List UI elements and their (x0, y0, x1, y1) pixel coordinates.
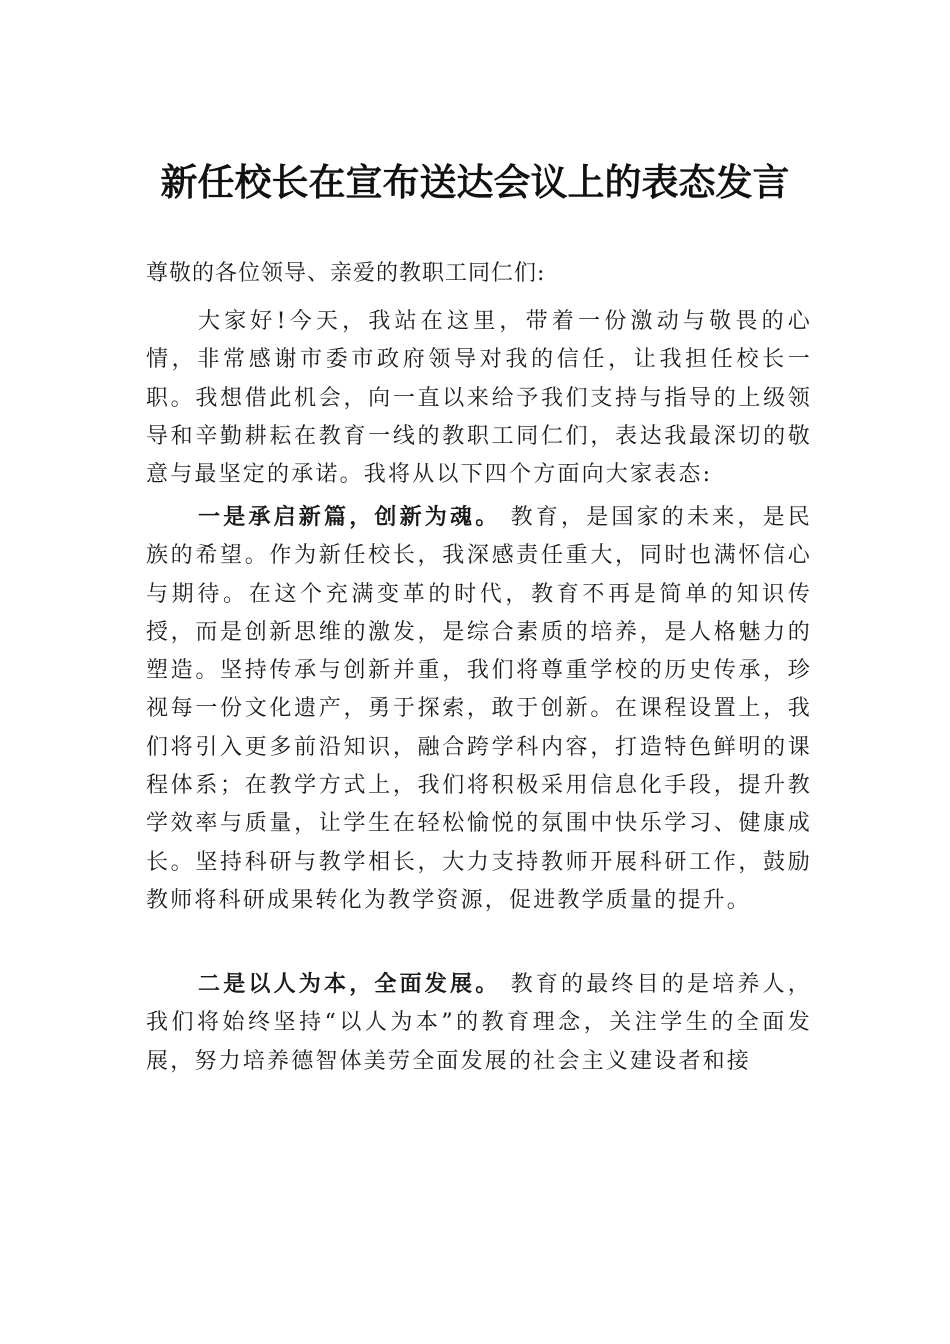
paragraph-text: 大家好!今天，我站在这里，带着一份激动与敬畏的心情，非常感谢市委市政府领导对我的信任，让我担任校长一职。我想借此机会，向一直以来给予我们支持与指导的上级领导和辛勤耕耘在教育一线的教职工同仁们，表达我最深切的敬意与最坚定的承诺。我将从以下四个方面向大家表态: (146, 309, 812, 488)
paragraph-lead: 二是以人为本，全面发展。 (198, 971, 501, 997)
paragraph-point-two (146, 965, 812, 1081)
document-title: 新任校长在宣布送达会议上的表态发言 (160, 160, 790, 204)
salutation: 尊敬的各位领导、亲爱的教职工同仁们: (146, 261, 546, 286)
paragraph-opening (146, 303, 812, 494)
paragraph-lead: 一是承启新篇，创新为魂。 (198, 504, 501, 530)
paragraph-text: 教育，是国家的未来，是民族的希望。作为新任校长，我深感责任重大，同时也满怀信心与期待。在这个充满变革的时代，教育不再是简单的知识传授，而是创新思维的激发，是综合素质的培养，是人格魅力的塑造。坚持传承与创新并重，我们将尊重学校的历史传承，珍视每一份文化遗产，勇于探索，敢于创新。在课程设置上，我们将引入更多前沿知识，融合跨学科内容，打造特色鲜明的课程体系；在教学方式上，我们将积极采用信息化手段，提升教学效率与质量，让学生在轻松愉悦的氛围中快乐学习、健康成长。坚持科研与教学相长，大力支持教师开展科研工作，鼓励教师将科研成果转化为教学资源，促进教学质量的提升。 (146, 505, 812, 913)
paragraph-text: 教育的最终目的是培养人，我们将始终坚持“以人为本”的教育理念，关注学生的全面发展，努力培养德智体美劳全面发展的社会主义建设者和接 (146, 972, 812, 1074)
paragraph-point-one (146, 498, 812, 920)
